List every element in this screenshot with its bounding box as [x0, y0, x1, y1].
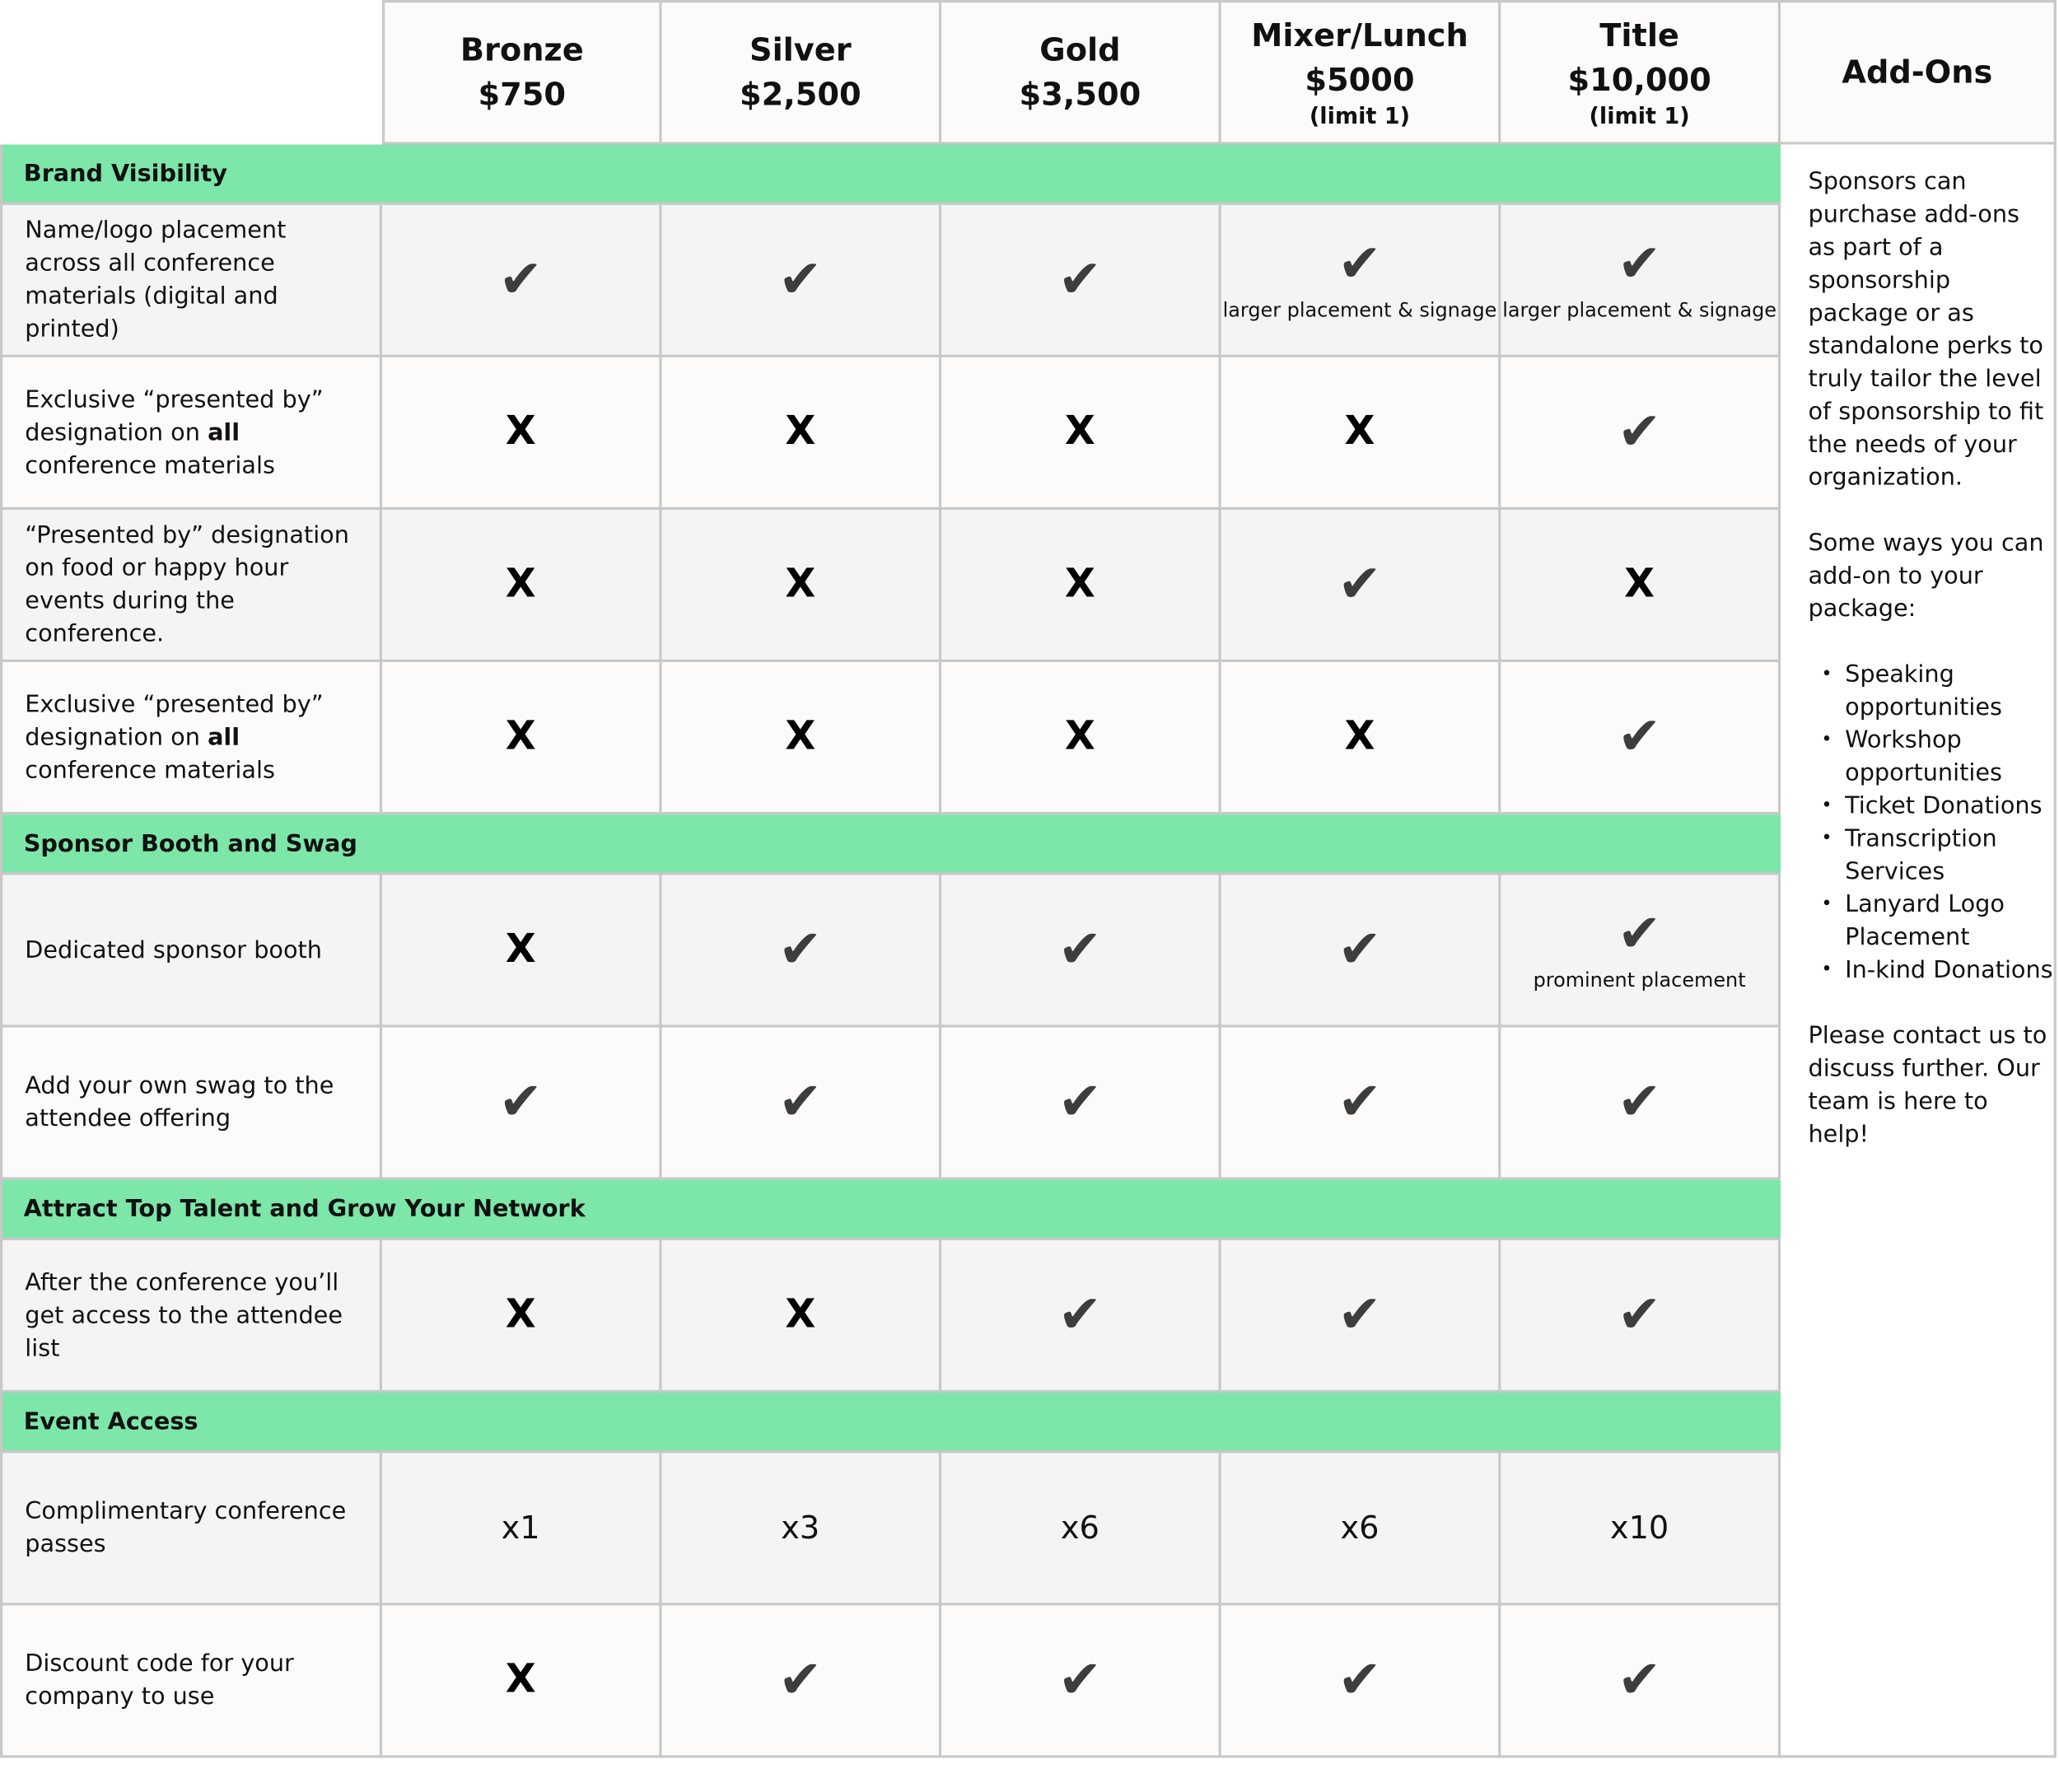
- tier-value-title: [1501, 875, 1781, 1027]
- addons-title: Add-Ons: [1842, 54, 1993, 91]
- feature-fragment: conference materials: [25, 450, 275, 479]
- tier-header-title: [1501, 0, 1781, 144]
- feature-fragment: Discount code for your company to use: [25, 1650, 294, 1711]
- tier-value-bronze: [382, 510, 662, 662]
- tier-value-bronze: [382, 1605, 662, 1757]
- feature-emphasis: all: [208, 723, 240, 751]
- x-icon: X: [1344, 408, 1375, 455]
- check-icon: ✔: [498, 1071, 543, 1133]
- tier-header-bronze: [382, 0, 662, 144]
- feature-label: [0, 1605, 382, 1757]
- feature-text: [25, 1070, 361, 1136]
- tier-value-mixer-lunch: [1221, 1240, 1501, 1393]
- feature-text: [25, 214, 361, 346]
- tier-value-mixer-lunch: [1221, 1605, 1501, 1757]
- tier-value-bronze: [382, 1240, 662, 1393]
- feature-fragment: Exclusive “presented by” designation on: [25, 690, 324, 751]
- feature-fragment: Add your own swag to the attendee offering: [25, 1071, 334, 1133]
- tier-value-bronze: [382, 205, 662, 357]
- tier-price: $3,500: [1019, 76, 1142, 114]
- tier-value-mixer-lunch: [1221, 1028, 1501, 1180]
- check-icon: ✔: [1338, 919, 1382, 981]
- feature-label: [0, 662, 382, 814]
- pass-count: x1: [501, 1509, 540, 1547]
- x-icon: X: [505, 926, 536, 973]
- tier-name: Title: [1599, 16, 1679, 54]
- feature-text: [25, 688, 361, 786]
- addon-item: • Speaking opportunities: [1845, 658, 2059, 724]
- check-icon: ✔: [1058, 919, 1103, 981]
- pass-count: x10: [1609, 1509, 1669, 1547]
- tier-value-gold: [941, 1453, 1221, 1605]
- tier-value-mixer-lunch: [1221, 357, 1501, 510]
- tier-value-gold: [941, 1028, 1221, 1180]
- check-icon: ✔: [778, 919, 823, 981]
- tier-price: $5000: [1305, 61, 1415, 99]
- tier-name: Mixer/Lunch: [1251, 16, 1468, 54]
- x-icon: X: [505, 1656, 536, 1703]
- check-icon: ✔: [1338, 233, 1382, 295]
- tier-value-title: [1501, 510, 1781, 662]
- tier-value-silver: [662, 1240, 942, 1393]
- tier-value-mixer-lunch: [1221, 875, 1501, 1027]
- feature-fragment: Name/logo placement across all conference materials (digital and printed): [25, 217, 287, 343]
- tier-header-gold: [941, 0, 1221, 144]
- check-icon: ✔: [1338, 1285, 1382, 1346]
- tier-value-title: [1501, 662, 1781, 814]
- check-icon: ✔: [1058, 250, 1103, 310]
- pass-count: x6: [1340, 1509, 1380, 1547]
- tier-name: Gold: [1039, 31, 1121, 68]
- x-icon: X: [785, 408, 816, 455]
- tier-price: $10,000: [1567, 61, 1711, 99]
- feature-text: [25, 1266, 361, 1365]
- tier-value-title: [1501, 1605, 1781, 1757]
- check-icon: ✔: [1058, 1071, 1103, 1133]
- feature-fragment: Exclusive “presented by” designation on: [25, 385, 324, 446]
- tier-value-title: [1501, 205, 1781, 357]
- feature-label: [0, 1028, 382, 1180]
- tier-value-mixer-lunch: [1221, 1453, 1501, 1605]
- tier-limit: (limit 1): [1309, 104, 1411, 130]
- x-icon: X: [785, 713, 816, 760]
- addon-item: • Ticket Donations: [1845, 790, 2059, 823]
- feature-fragment: Complimentary conference passes: [25, 1497, 347, 1559]
- feature-label: [0, 357, 382, 510]
- x-icon: X: [1064, 408, 1095, 455]
- pass-count: x3: [781, 1509, 820, 1547]
- addons-list-intro: Some ways you can add-on to your package:: [1808, 529, 2044, 623]
- tier-value-title: [1501, 1453, 1781, 1605]
- section-header: Sponsor Booth and Swag: [0, 814, 1781, 875]
- tier-value-gold: [941, 875, 1221, 1027]
- feature-text: [25, 933, 322, 966]
- feature-label: [0, 510, 382, 662]
- check-icon: ✔: [1617, 402, 1662, 463]
- check-icon: ✔: [1617, 707, 1662, 768]
- tier-header-silver: [662, 0, 942, 144]
- feature-fragment: conference materials: [25, 756, 275, 784]
- check-icon: ✔: [778, 250, 823, 310]
- value-note: prominent placement: [1533, 968, 1746, 992]
- addons-panel: [1781, 144, 2057, 1757]
- tier-value-bronze: [382, 357, 662, 510]
- x-icon: X: [785, 1291, 816, 1338]
- x-icon: X: [1624, 561, 1655, 608]
- addons-list: [1808, 658, 2059, 987]
- tier-value-silver: [662, 662, 942, 814]
- check-icon: ✔: [1617, 1071, 1662, 1133]
- tier-value-bronze: [382, 1453, 662, 1605]
- check-icon: ✔: [1617, 1650, 1662, 1711]
- tier-header-mixer-lunch: [1221, 0, 1501, 144]
- x-icon: X: [505, 713, 536, 760]
- tier-limit: (limit 1): [1589, 104, 1690, 130]
- feature-fragment: Dedicated sponsor booth: [25, 936, 323, 964]
- tier-value-gold: [941, 1605, 1221, 1757]
- x-icon: X: [1064, 713, 1095, 760]
- tier-value-silver: [662, 875, 942, 1027]
- addons-intro: Sponsors can purchase add-ons as part of a sponsorship package or as standalone perks to truly tailor the level of sponsorship to fit the needs of your organization.: [1808, 168, 2044, 492]
- tier-price: $750: [478, 76, 567, 114]
- feature-text: [25, 1648, 361, 1714]
- tier-value-silver: [662, 1028, 942, 1180]
- x-icon: X: [505, 408, 536, 455]
- feature-label: [0, 1240, 382, 1393]
- check-icon: ✔: [778, 1650, 823, 1711]
- feature-text: [25, 383, 361, 482]
- feature-fragment: After the conference you’ll get access to the attendee list: [25, 1268, 343, 1362]
- tier-value-gold: [941, 205, 1221, 357]
- section-header: Event Access: [0, 1393, 1781, 1453]
- check-icon: ✔: [1617, 903, 1662, 964]
- tier-value-gold: [941, 662, 1221, 814]
- section-header: Brand Visibility: [0, 144, 1781, 204]
- check-icon: ✔: [1617, 1285, 1662, 1346]
- value-note: larger placement & signage: [1502, 298, 1777, 322]
- tier-value-silver: [662, 510, 942, 662]
- x-icon: X: [1344, 713, 1375, 760]
- tier-value-title: [1501, 1240, 1781, 1393]
- feature-label: [0, 205, 382, 357]
- tier-value-silver: [662, 357, 942, 510]
- tier-value-mixer-lunch: [1221, 205, 1501, 357]
- tier-value-mixer-lunch: [1221, 510, 1501, 662]
- addons-header: [1781, 0, 2057, 144]
- x-icon: X: [505, 1291, 536, 1338]
- check-icon: ✔: [1338, 1071, 1382, 1133]
- addon-item: • Transcription Services: [1845, 823, 2059, 889]
- tier-name: Bronze: [460, 31, 584, 68]
- x-icon: X: [1064, 561, 1095, 608]
- tier-value-silver: [662, 1453, 942, 1605]
- tier-value-bronze: [382, 1028, 662, 1180]
- addons-outro: Please contact us to discuss further. Our team is here to help!: [1808, 1022, 2047, 1149]
- check-icon: ✔: [778, 1071, 823, 1133]
- feature-label: [0, 1453, 382, 1605]
- x-icon: X: [785, 561, 816, 608]
- check-icon: ✔: [1058, 1650, 1103, 1711]
- tier-value-title: [1501, 357, 1781, 510]
- addon-item: • In-kind Donations: [1845, 954, 2059, 987]
- check-icon: ✔: [1058, 1285, 1103, 1346]
- addon-item: • Workshop opportunities: [1845, 724, 2059, 790]
- check-icon: ✔: [498, 250, 543, 310]
- tier-value-gold: [941, 1240, 1221, 1393]
- tier-value-gold: [941, 510, 1221, 662]
- tier-price: $2,500: [739, 76, 861, 114]
- feature-emphasis: all: [208, 418, 240, 446]
- feature-label: [0, 875, 382, 1027]
- tier-value-mixer-lunch: [1221, 662, 1501, 814]
- addon-item: • Lanyard Logo Placement: [1845, 888, 2059, 954]
- feature-text: [25, 1495, 361, 1561]
- tier-name: Silver: [749, 31, 852, 68]
- feature-fragment: “Presented by” designation on food or happy hour events during the conference.: [25, 521, 349, 648]
- tier-value-gold: [941, 357, 1221, 510]
- value-note: larger placement & signage: [1222, 298, 1497, 322]
- tier-value-bronze: [382, 875, 662, 1027]
- x-icon: X: [505, 561, 536, 608]
- check-icon: ✔: [1338, 1650, 1382, 1711]
- check-icon: ✔: [1338, 554, 1382, 615]
- feature-text: [25, 519, 361, 651]
- section-header: Attract Top Talent and Grow Your Network: [0, 1180, 1781, 1240]
- check-icon: ✔: [1617, 233, 1662, 295]
- tier-value-title: [1501, 1028, 1781, 1180]
- tier-value-silver: [662, 1605, 942, 1757]
- tier-value-silver: [662, 205, 942, 357]
- pass-count: x6: [1060, 1509, 1100, 1547]
- tier-value-bronze: [382, 662, 662, 814]
